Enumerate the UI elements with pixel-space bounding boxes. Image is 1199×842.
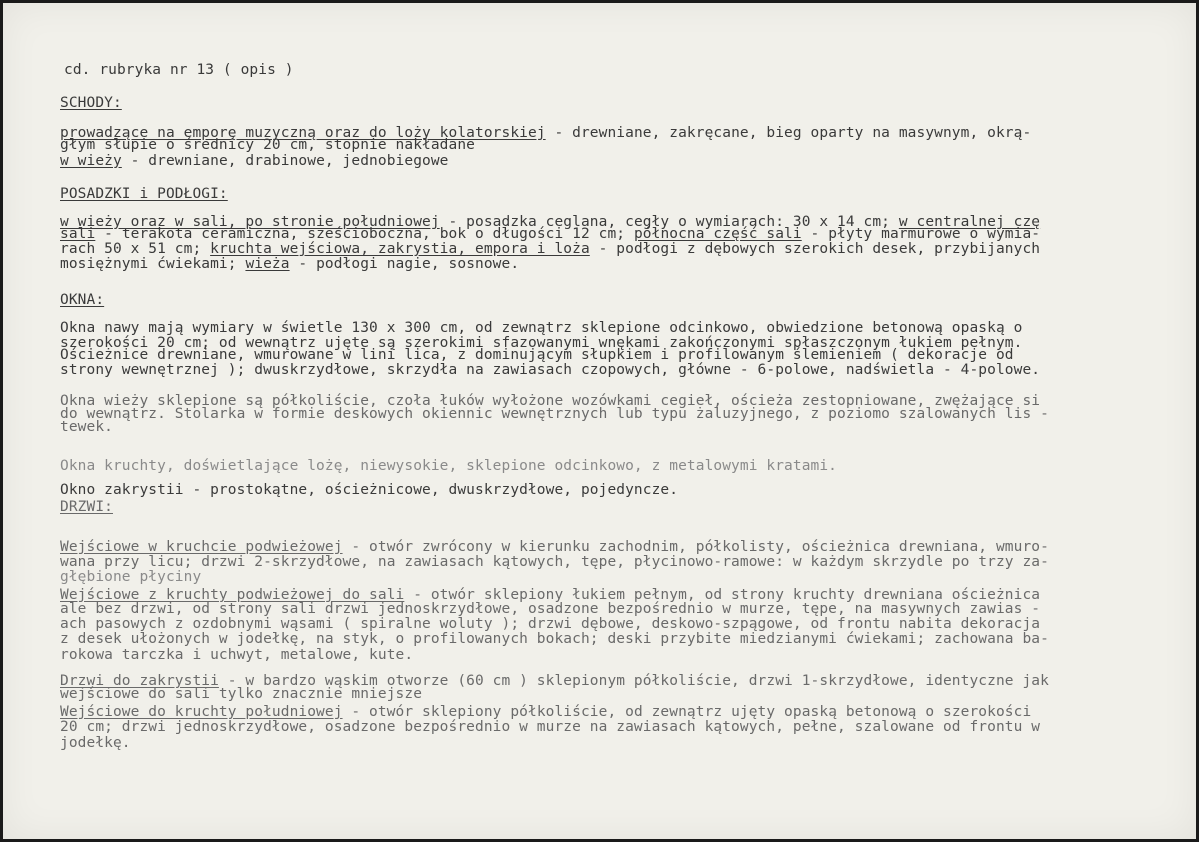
drzwi-d3-line-1-rest: - w bardzo wąskim otworze (60 cm ) sklepionym półkoliście, drzwi 1-skrzydłowe, identyczne jak [218,673,1049,689]
drzwi-term-4: Wejściowe do kruchty południowej [60,704,343,720]
drzwi-d1-line-1-rest: - otwór zwrócony w kierunku zachodnim, półkolisty, ościeżnica drewniana, wmuro- [342,539,1049,555]
posadzki-line-2-rest: - płyty marmurowe o wymia- [801,226,1041,242]
okna-p1-line-3: Ościeżnice drewniane, wmurowane w lini lica, z dominującym słupkiem i profilowanym ślemieniem ( dekoracje od [60,347,1014,363]
schody-line-2: głym słupie o średnicy 20 cm, stopnie nakładane [60,137,475,153]
posadzki-term-3: sali [60,226,96,242]
okna-p1-line-2: szerokości 20 cm; od wewnątrz ujęte są szerokimi sfazowanymi wnękami zakończonymi spłaszczonym łukiem pełnym. [60,335,1023,351]
schody-line-1-rest: - drewniane, zakręcane, bieg oparty na masywnym, okrą- [545,125,1032,141]
drzwi-d2-line-2: ale bez drzwi, od strony sali drzwi jednoskrzydłowe, osadzone bezpośrednio w murze, tępe, na masywnych zawias - [60,601,1041,617]
posadzki-line-4-rest: - podłogi nagie, sosnowe. [289,256,520,272]
drzwi-d3-line-2: wejściowe do sali tylko znacznie mniejsze [60,686,423,702]
drzwi-d1-line-3: głębione płyciny [60,569,202,585]
drzwi-d4-line-1 [60,705,1031,719]
drzwi-d2-line-4: z desek ułożonych w jodełkę, na styk, o profilowanych bokach; deski przybite miedzianymi ćwiekami; zachowana ba- [60,631,1049,647]
schody-line-3-rest: - drewniane, drabinowe, jednobiegowe [121,153,449,169]
drzwi-d4-line-1-rest: - otwór sklepiony półkoliście, od zewnątrz ujęty opaską betonową o szerokości [342,704,1032,720]
drzwi-d2-line-1-rest: - otwór sklepiony łukiem pełnym, od strony kruchty drewniana ościeżnica [404,587,1041,603]
okna-p1-line-4: strony wewnętrznej ); dwuskrzydłowe, skrzydła na zawiasach czopowych, główne - 6-polowe, nadświetla - 4-polowe. [60,362,1041,378]
posadzki-term-1: w wieży oraz w sali, po stronie południowej [60,214,440,230]
schody-term-empora: prowadzące na emporę muzyczną oraz do loży kolatorskiej [60,125,546,141]
posadzki-term-6: wieża [245,256,290,272]
posadzki-line-3-rest: - podłogi z dębowych szerokich desek, przybijanych [589,241,1041,257]
drzwi-d2-line-3: ach pasowych z ozdobnymi wąsami ( spiralne woluty ); drzwi dębowe, deskowo-szpągowe, od frontu nabita dekoracja [60,616,1041,632]
document-page [3,3,1196,839]
drzwi-d1-line-2: wana przy licu; drzwi 2-skrzydłowe, na zawiasach kątowych, tępe, płycinowo-ramowe: w każdym skrzydle po trzy za- [60,554,1049,570]
posadzki-term-5: kruchta wejściowa, zakrystia, empora i loża [210,241,590,257]
posadzki-line-3-start: rach 50 x 51 cm; [60,241,211,257]
okna-p2-line-3: tewek. [60,419,113,435]
schody-line-3 [60,154,449,168]
drzwi-d4-line-3: jodełkę. [60,735,131,751]
drzwi-term-3: Drzwi do zakrystii [60,673,219,689]
okna-p4: Okno zakrystii - prostokątne, ościeżnicowe, dwuskrzydłowe, pojedyncze. [60,482,679,498]
posadzki-line-4-start: mosiężnymi ćwiekami; [60,256,246,272]
header-text: cd. rubryka nr 13 ( opis ) [64,62,294,78]
drzwi-term-2: Wejściowe z kruchty podwieżowej do sali [60,587,405,603]
posadzki-line-4 [60,257,519,271]
posadzki-line-2-mid: - terakota ceramiczna, sześcioboczna, bok o długości 12 cm; [95,226,634,242]
drzwi-d2-line-5: rokowa tarczka i uchwyt, metalowe, kute. [60,647,414,663]
posadzki-term-2: w centralnej czę [898,214,1041,230]
okna-p3: Okna kruchty, doświetlające lożę, niewysokie, sklepione odcinkowo, z metalowymi kratami. [60,458,838,474]
drzwi-heading: DRZWI: [60,499,113,515]
posadzki-line-1-mid: - posadzka ceglana, cegły o wymiarach: 30 x 14 cm; [439,214,899,230]
schody-term-wiezy: w wieży [60,153,122,169]
drzwi-d4-line-2: 20 cm; drzwi jednoskrzydłowe, osadzone bezpośrednio w murze na zawiasach kątowych, pełne, szalowane od frontu w [60,719,1041,735]
drzwi-term-1: Wejściowe w kruchcie podwieżowej [60,539,343,555]
posadzki-line-3 [60,242,1040,256]
okna-p2-line-2: do wewnątrz. Stolarka w formie deskowych okiennic wewnętrznych lub typu żaluzyjnego, z poziomo szalowanych lis - [60,406,1049,422]
okna-p1-line-1: Okna nawy mają wymiary w świetle 130 x 300 cm, od zewnątrz sklepione odcinkowo, obwiedzione betonową opaską o [60,320,1023,336]
schody-heading: SCHODY: [60,95,122,111]
drzwi-d2-line-1 [60,588,1040,602]
okna-heading: OKNA: [60,292,105,308]
okna-p2-line-1: Okna wieży sklepione są półkoliście, czoła łuków wyłożone wozówkami cegieł, ościeża zestopniowane, zwężające si [60,393,1041,409]
drzwi-d1-line-1 [60,540,1049,554]
posadzki-term-4: północna część sali [633,226,802,242]
posadzki-line-2 [60,227,1040,241]
posadzki-heading: POSADZKI i PODŁOGI: [60,186,228,202]
